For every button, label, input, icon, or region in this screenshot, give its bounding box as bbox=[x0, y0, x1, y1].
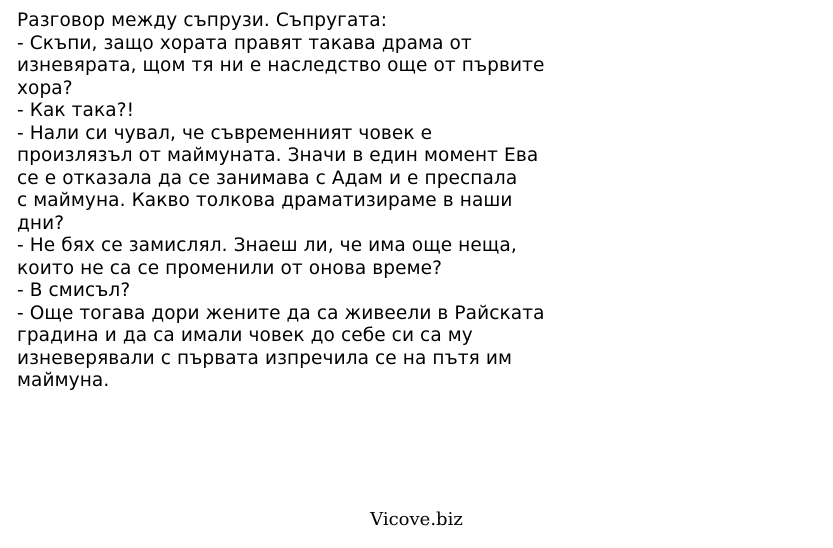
joke-line: маймуна. bbox=[17, 370, 110, 391]
joke-line: хора? bbox=[17, 77, 73, 99]
joke-line: градина и да са имали човек до себе си са му bbox=[17, 325, 473, 346]
joke-text bbox=[17, 10, 817, 393]
joke-line: Разговор между съпрузи. Съпругата: bbox=[17, 10, 388, 31]
joke-line: дни? bbox=[17, 212, 65, 234]
joke-line: изневерявали с първата изпречила се на пътя им bbox=[17, 347, 513, 369]
joke-line: които не са се променили от онова време? bbox=[17, 257, 443, 279]
joke-line: изневярата, щом тя ни е наследство още от първите bbox=[17, 55, 545, 76]
joke-line: - Как така?! bbox=[17, 100, 135, 121]
joke-line: - Не бях се замислял. Знаеш ли, че има още неща, bbox=[17, 235, 517, 256]
joke-line: с маймуна. Какво толкова драматизираме в наши bbox=[17, 190, 513, 211]
joke-line: - Нали си чувал, че съвременният човек е bbox=[17, 122, 433, 144]
joke-line: - Скъпи, защо хората правят такава драма от bbox=[17, 32, 472, 54]
joke-line: произлязъл от маймуната. Значи в един момент Ева bbox=[17, 145, 539, 166]
site-watermark: Vicove.biz bbox=[370, 509, 463, 530]
joke-line: - В смисъл? bbox=[17, 280, 131, 301]
joke-line: - Още тогава дори жените да са живеели в Райската bbox=[17, 302, 545, 324]
joke-line: се е отказала да се занимава с Адам и е преспала bbox=[17, 167, 518, 189]
